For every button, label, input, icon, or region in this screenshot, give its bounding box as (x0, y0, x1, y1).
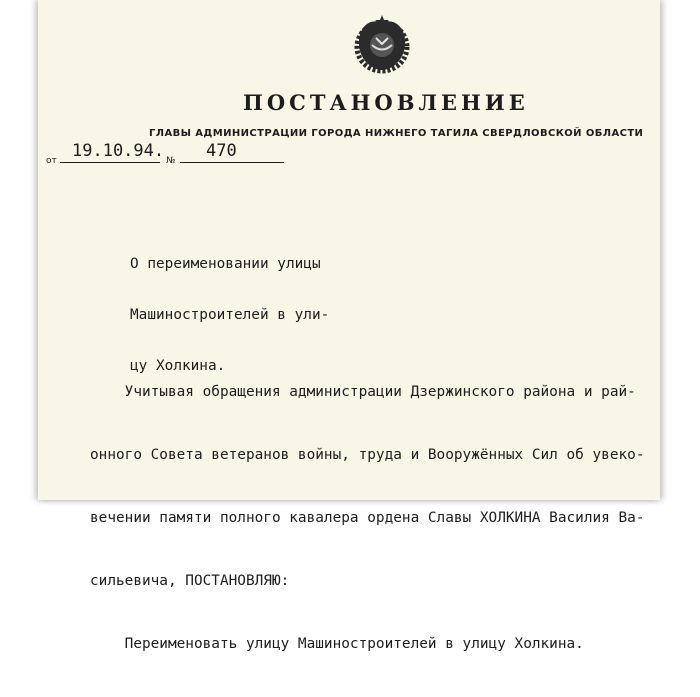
body-text (90, 340, 645, 697)
date-label: от (46, 156, 57, 166)
body-line: онного Совета ветеранов войны, труда и Вооружённых Сил об увеко- (90, 447, 645, 463)
body-line: сильевича, ПОСТАНОВЛЯЮ: (90, 573, 290, 589)
number-underline (180, 162, 284, 163)
date-value: 19.10.94. (72, 141, 165, 161)
subject-line: Машиностроителей в ули- (130, 307, 330, 323)
issuer-line: ГЛАВЫ АДМИНИСТРАЦИИ ГОРОДА НИЖНЕГО ТАГИЛА СВЕРДЛОВСКОЙ ОБЛАСТИ (149, 128, 644, 139)
date-underline (60, 162, 160, 163)
body-line: вечении памяти полного кавалера ордена Славы ХОЛКИНА Василия Ва- (90, 510, 645, 526)
coat-of-arms-icon (350, 14, 414, 74)
body-line: Переименовать улицу Машиностроителей в улицу Холкина. (90, 636, 584, 652)
number-label: № (166, 156, 176, 166)
subject-line: О переименовании улицы (130, 256, 321, 272)
number-value: 470 (206, 141, 237, 161)
document-title: ПОСТАНОВЛЕНИЕ (243, 90, 529, 115)
body-line: Учитывая обращения администрации Дзержинского района и рай- (90, 384, 636, 400)
document-sheet (38, 0, 660, 652)
subject-line: цу Холкина. (130, 358, 226, 374)
